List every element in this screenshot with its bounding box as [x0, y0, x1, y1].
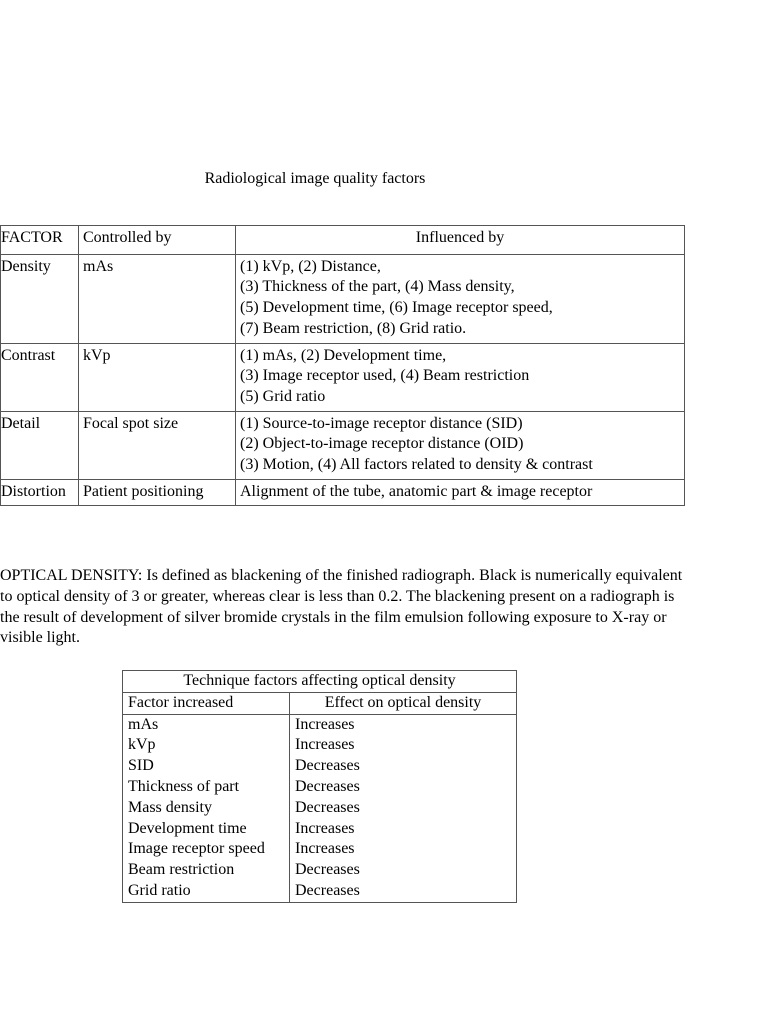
influenced-by-cell — [236, 411, 685, 479]
controlled-by-cell: Focal spot size — [79, 411, 236, 479]
influenced-by-cell — [236, 479, 685, 506]
factor-increased-cell: SID — [123, 756, 290, 777]
table-caption-row — [123, 671, 517, 693]
image-quality-factors-table — [0, 225, 685, 506]
influenced-by-line: (1) kVp, (2) Distance, — [240, 257, 381, 275]
header-factor: FACTOR — [1, 226, 79, 255]
controlled-by-cell: kVp — [79, 343, 236, 411]
header-factor-increased: Factor increased — [123, 692, 290, 714]
factor-cell: Density — [1, 254, 79, 343]
effect-cell: Increases — [290, 819, 517, 840]
influenced-by-line: (3) Thickness of the part, (4) Mass density, — [240, 278, 515, 296]
table-row — [1, 254, 685, 343]
table-row — [123, 881, 517, 902]
effect-cell: Decreases — [290, 860, 517, 881]
factor-cell: Distortion — [1, 479, 79, 506]
header-effect-on-optical-density: Effect on optical density — [290, 692, 517, 714]
table-row — [123, 735, 517, 756]
factor-increased-cell: Mass density — [123, 798, 290, 819]
effect-cell: Increases — [290, 839, 517, 860]
table-row — [123, 798, 517, 819]
factor-increased-cell: Image receptor speed — [123, 839, 290, 860]
table-row — [123, 819, 517, 840]
document-title: Radiological image quality factors — [204, 170, 426, 187]
influenced-by-line: (7) Beam restriction, (8) Grid ratio. — [240, 319, 467, 337]
effect-cell: Decreases — [290, 798, 517, 819]
effect-cell: Decreases — [290, 756, 517, 777]
controlled-by-cell: Patient positioning — [79, 479, 236, 506]
factor-increased-cell: Beam restriction — [123, 860, 290, 881]
influenced-by-cell — [236, 343, 685, 411]
factor-cell: Contrast — [1, 343, 79, 411]
table-header-row — [1, 226, 685, 255]
technique-table-caption: Technique factors affecting optical density — [123, 671, 517, 693]
table-header-row — [123, 692, 517, 714]
influenced-by-line: (2) Object-to-image receptor distance (OID) — [240, 435, 524, 453]
table-row — [123, 839, 517, 860]
factor-cell: Detail — [1, 411, 79, 479]
influenced-by-line: (1) Source-to-image receptor distance (SID) — [240, 414, 523, 432]
factor-increased-cell: mAs — [123, 714, 290, 735]
factor-increased-cell: Grid ratio — [123, 881, 290, 902]
controlled-by-cell: mAs — [79, 254, 236, 343]
influenced-by-line: Alignment of the tube, anatomic part & image receptor — [240, 482, 593, 500]
header-influenced-by: Influenced by — [236, 226, 685, 255]
factor-increased-cell: kVp — [123, 735, 290, 756]
influenced-by-cell — [236, 254, 685, 343]
table-row — [1, 343, 685, 411]
influenced-by-line: (5) Development time, (6) Image receptor speed, — [240, 299, 553, 317]
optical-density-paragraph: OPTICAL DENSITY: Is defined as blackening of the finished radiograph. Black is numerically equivalent to optical density of 3 or greater, whereas clear is less than 0.2. The blackening present on a radiograph is the result of development of silver bromide crystals in the film emulsion following exposure to X-ray or visible light. — [0, 567, 683, 647]
effect-cell: Increases — [290, 714, 517, 735]
table-row — [123, 756, 517, 777]
effect-cell: Decreases — [290, 881, 517, 902]
factor-increased-cell: Thickness of part — [123, 777, 290, 798]
factor-increased-cell: Development time — [123, 819, 290, 840]
influenced-by-line: (1) mAs, (2) Development time, — [240, 346, 447, 364]
technique-factors-table — [122, 670, 517, 903]
effect-cell: Increases — [290, 735, 517, 756]
influenced-by-line: (3) Image receptor used, (4) Beam restriction — [240, 367, 530, 385]
table-row — [123, 714, 517, 735]
table-row — [1, 411, 685, 479]
influenced-by-line: (5) Grid ratio — [240, 387, 326, 405]
effect-cell: Decreases — [290, 777, 517, 798]
table-row — [123, 777, 517, 798]
influenced-by-line: (3) Motion, (4) All factors related to density & contrast — [240, 456, 593, 474]
table-row — [1, 479, 685, 506]
header-controlled-by: Controlled by — [79, 226, 236, 255]
table-row — [123, 860, 517, 881]
